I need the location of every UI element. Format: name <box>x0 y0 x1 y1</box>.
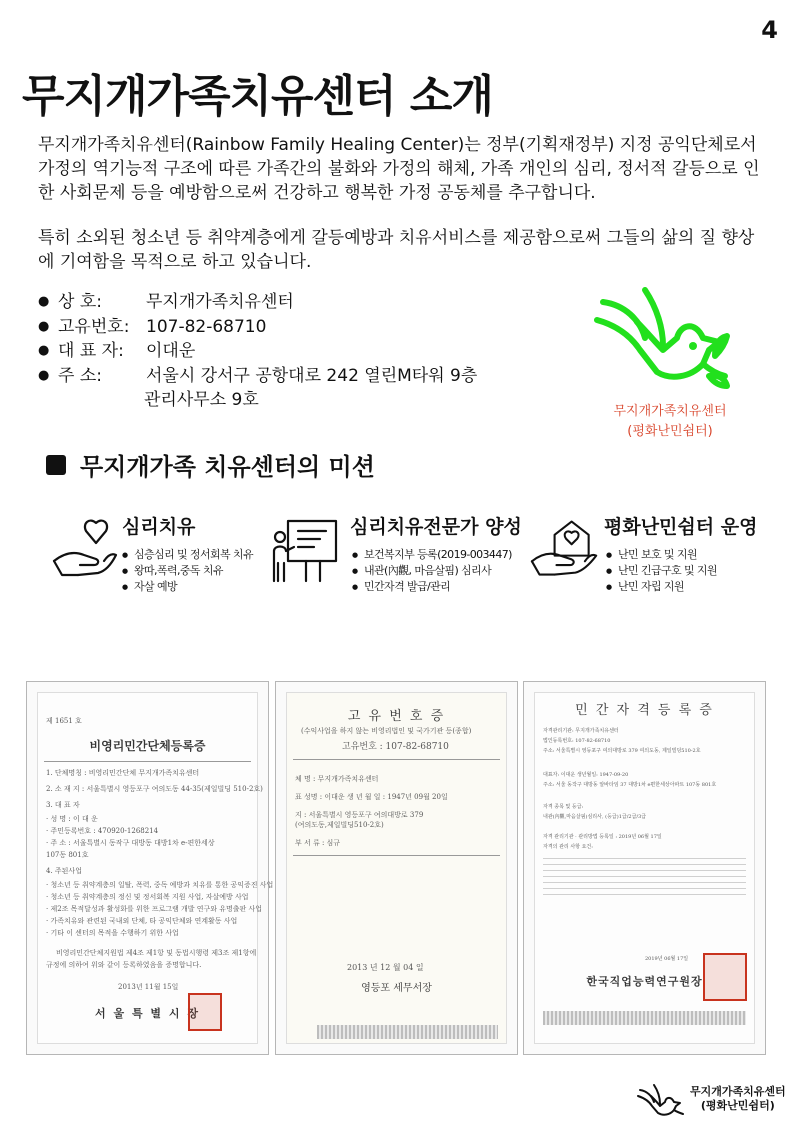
certificate-line: 법인등록번호: 107-82-68710 <box>543 738 611 744</box>
info-label: 대 표 자: <box>58 341 124 361</box>
certificate-issuer: 서 울 특 별 시 장 <box>95 1007 200 1020</box>
official-seal-stamp <box>703 953 747 1001</box>
mission-item: ● 왕따,폭력,중독 치유 <box>122 563 253 579</box>
info-value: 107-82-68710 <box>146 316 267 337</box>
certificate-line: 4. 주된사업 <box>46 867 82 875</box>
hand-heart-icon <box>50 515 120 585</box>
certificate-heading: 비영리민간단체등록증 <box>89 739 206 753</box>
certificate-line: · 제2조 목적달성과 활성화를 위한 프로그램 개발 연구와 유명출판 사업 <box>46 905 263 913</box>
dove-logo-icon <box>634 1082 686 1118</box>
scan-noise <box>317 1025 498 1039</box>
footer-text <box>690 1085 786 1113</box>
info-row-reg-number <box>38 315 477 340</box>
certificate-paper <box>534 692 755 1044</box>
certificate-line: · 청소년 등 취약계층의 정신 및 정서회복 지원 사업, 자살예방 사업 <box>46 893 249 901</box>
certificate-line: · 성 명 : 이 대 운 <box>46 815 98 823</box>
certificate-line: 주소: 서울 동작구 대방동 알바타임 37 대방1차 e편한세상아파트 107동 801호 <box>543 782 717 788</box>
certificate-number: 제 1651 호 <box>46 717 82 725</box>
info-value: 이대운 <box>146 341 196 361</box>
certificate-line: 표 성명 : 이대운 생 년 월 일 : 1947년 09월 20일 <box>295 793 448 801</box>
certificate-line: 자격 종목 및 등급: <box>543 804 584 810</box>
certificate-paper <box>37 692 274 1044</box>
certificate-line: 부 서 류 : 심규 <box>295 839 341 847</box>
certificate-number-line: 고유번호 : 107-82-68710 <box>342 742 449 752</box>
unique-number-certificate <box>275 681 518 1055</box>
scan-noise <box>543 1011 746 1025</box>
dove-logo-icon <box>585 280 735 400</box>
divider <box>44 761 251 762</box>
certificate-line: · 청소년 등 취약계층의 일탈, 폭력, 중독 예방과 치유를 통한 공익증진 사업 <box>46 881 274 889</box>
info-label: 상 호: <box>58 292 102 312</box>
info-value: 서울시 강서구 공항대로 242 열린M타워 9층 <box>146 365 478 386</box>
intro-paragraph-2: 특히 소외된 청소년 등 취약계층에게 갈등예방과 치유서비스를 제공함으로써 그들의 삶의 질 향상에 기여함을 목적으로 하고 있습니다. <box>38 228 755 272</box>
bullet-icon: ● <box>38 294 50 309</box>
certificate-date: 2013년 11월 15일 <box>118 983 179 991</box>
square-bullet-icon <box>46 455 66 475</box>
info-value: 무지개가족치유센터 <box>146 292 294 312</box>
certificate-line: · 주민등록번호 : 470920-1268214 <box>46 827 159 835</box>
mission-item: ● 난민 보호 및 지원 <box>606 547 717 563</box>
mission-item: ● 민간자격 발급/관리 <box>352 579 512 595</box>
certificate-line: 비영리민간단체지원법 제4조 제1항 및 동법시행령 제3조 제1항에 <box>56 949 257 957</box>
certificate-date: 2013 년 12 월 04 일 <box>347 963 424 972</box>
mission-title: 심리치유 <box>122 516 196 538</box>
mission-title: 평화난민쉼터 운영 <box>604 516 758 538</box>
certificate-issuer: 영등포 세무서장 <box>361 983 432 994</box>
certificate-line: 주소: 서울특별시 영등포구 여의대방로 379 여의도동, 제일빌딩510-2호 <box>543 748 701 754</box>
bullet-icon: ● <box>38 367 50 383</box>
footer-name: 무지개가족치유센터 <box>690 1085 786 1098</box>
nonprofit-registration-certificate <box>26 681 274 1055</box>
certificate-line: 자격 관리기관 · 관리방법 등록일 : 2019년 06월 17일 <box>543 834 662 840</box>
divider <box>293 855 500 856</box>
info-row-representative <box>38 339 477 364</box>
bullet-icon: ● <box>38 318 50 334</box>
certificate-issuer: 한국직업능력연구원장 <box>586 975 703 988</box>
official-seal-stamp <box>188 993 222 1031</box>
info-label: 고유번호: <box>58 316 130 337</box>
intro-paragraph: 무지개가족치유센터(Rainbow Family Healing Center)는 정부(기획재정부) 지정 공익단체로서 가정의 역기능적 구조에 따른 가족간의 불화와 가정의 해체, 가족 개인의 심리, 정서적 갈등으로 인한 사회문제 등을 예방함으로써 건강하고 행복한 가정 공동체를 추구합니다. <box>38 135 760 203</box>
certificate-date: 2019년 06월 17일 <box>645 956 689 962</box>
mission-item: ● 내관(內觀, 마음살핌) 심리사 <box>352 563 512 579</box>
certificate-line: 체 명 : 무지개가족치유센터 <box>295 775 379 783</box>
certificate-line: 내관(內觀,마음살핌)심리사, (등급)1급/2급/3급 <box>543 814 647 820</box>
mission-item: ● 난민 자립 지원 <box>606 579 717 595</box>
mission-item: ● 심층심리 및 정서회복 치유 <box>122 547 253 563</box>
certificate-subheading: (수익사업을 하지 않는 비영리법인 및 국가기관 등(종합) <box>301 727 472 735</box>
info-address-continuation: 관리사무소 9호 <box>144 390 259 410</box>
certificate-line: (여의도동,제일빌딩510-2호) <box>295 821 384 829</box>
page-number: 4 <box>761 16 778 44</box>
certificate-paper <box>286 692 507 1044</box>
certificate-line: 107동 801호 <box>46 851 89 859</box>
certificate-line: 대표자: 이대운 생년월일: 1947-09-20 <box>543 772 629 778</box>
mission-list <box>606 547 717 595</box>
info-row-address <box>38 364 477 389</box>
logo-caption <box>590 402 750 442</box>
dove-eye <box>689 342 697 350</box>
bullet-icon: ● <box>38 343 50 358</box>
page-title: 무지개가족치유센터 소개 <box>22 71 493 122</box>
certificate-line: 자격관리기관: 무지개가족치유센터 <box>543 728 619 734</box>
certificate-line: 2. 소 재 지 : 서울특별시 영등포구 여의도동 44-35(제일빌딩 510-2호) <box>46 785 263 793</box>
certificate-line: 지 : 서울특별시 영등포구 여의대방로 379 <box>295 811 424 819</box>
info-row-name <box>38 290 477 315</box>
info-label: 주 소: <box>58 365 102 386</box>
house-heart-hand-icon <box>530 514 600 584</box>
logo-caption-sub: (평화난민쉼터) <box>627 424 713 439</box>
certificate-heading: 민 간 자 격 등 록 증 <box>575 703 714 718</box>
mission-list <box>122 547 253 595</box>
certificate-text-block <box>543 855 746 895</box>
mission-title: 심리치유전문가 양성 <box>350 516 522 538</box>
certificate-line: 3. 대 표 자 <box>46 801 80 809</box>
certificate-heading: 고 유 번 호 증 <box>347 709 446 724</box>
certificate-line: · 가족치유와 관련된 국내외 단체, 타 공익단체와 연계활동 사업 <box>46 917 238 925</box>
certificate-line: 1. 단체명칭 : 비영리민간단체 무지개가족치유센터 <box>46 769 200 777</box>
logo-caption-name: 무지개가족치유센터 <box>613 404 727 419</box>
certificate-line: 규정에 의하여 위와 같이 등록하였음을 증명합니다. <box>46 961 202 969</box>
divider <box>293 759 500 760</box>
certificate-line: 자격의 관리 사항 요건: <box>543 844 593 850</box>
footer-sub: (평화난민쉼터) <box>700 1099 775 1112</box>
mission-item: ● 난민 긴급구호 및 지원 <box>606 563 717 579</box>
teacher-board-icon <box>270 517 340 587</box>
private-qualification-certificate <box>523 681 766 1055</box>
organization-info <box>38 290 477 413</box>
mission-item: ● 보건복지부 등록(2019-003447) <box>352 547 512 563</box>
mission-heading-text: 무지개가족 치유센터의 미션 <box>80 453 375 481</box>
certificate-line: · 주 소 : 서울특별시 동작구 대방동 대방1차 e-편한세상 <box>46 839 215 847</box>
mission-item: ● 자살 예방 <box>122 579 253 595</box>
mission-heading <box>46 447 375 482</box>
certificate-line: · 기타 이 센터의 목적을 수행하기 위한 사업 <box>46 929 179 937</box>
mission-list <box>352 547 512 595</box>
